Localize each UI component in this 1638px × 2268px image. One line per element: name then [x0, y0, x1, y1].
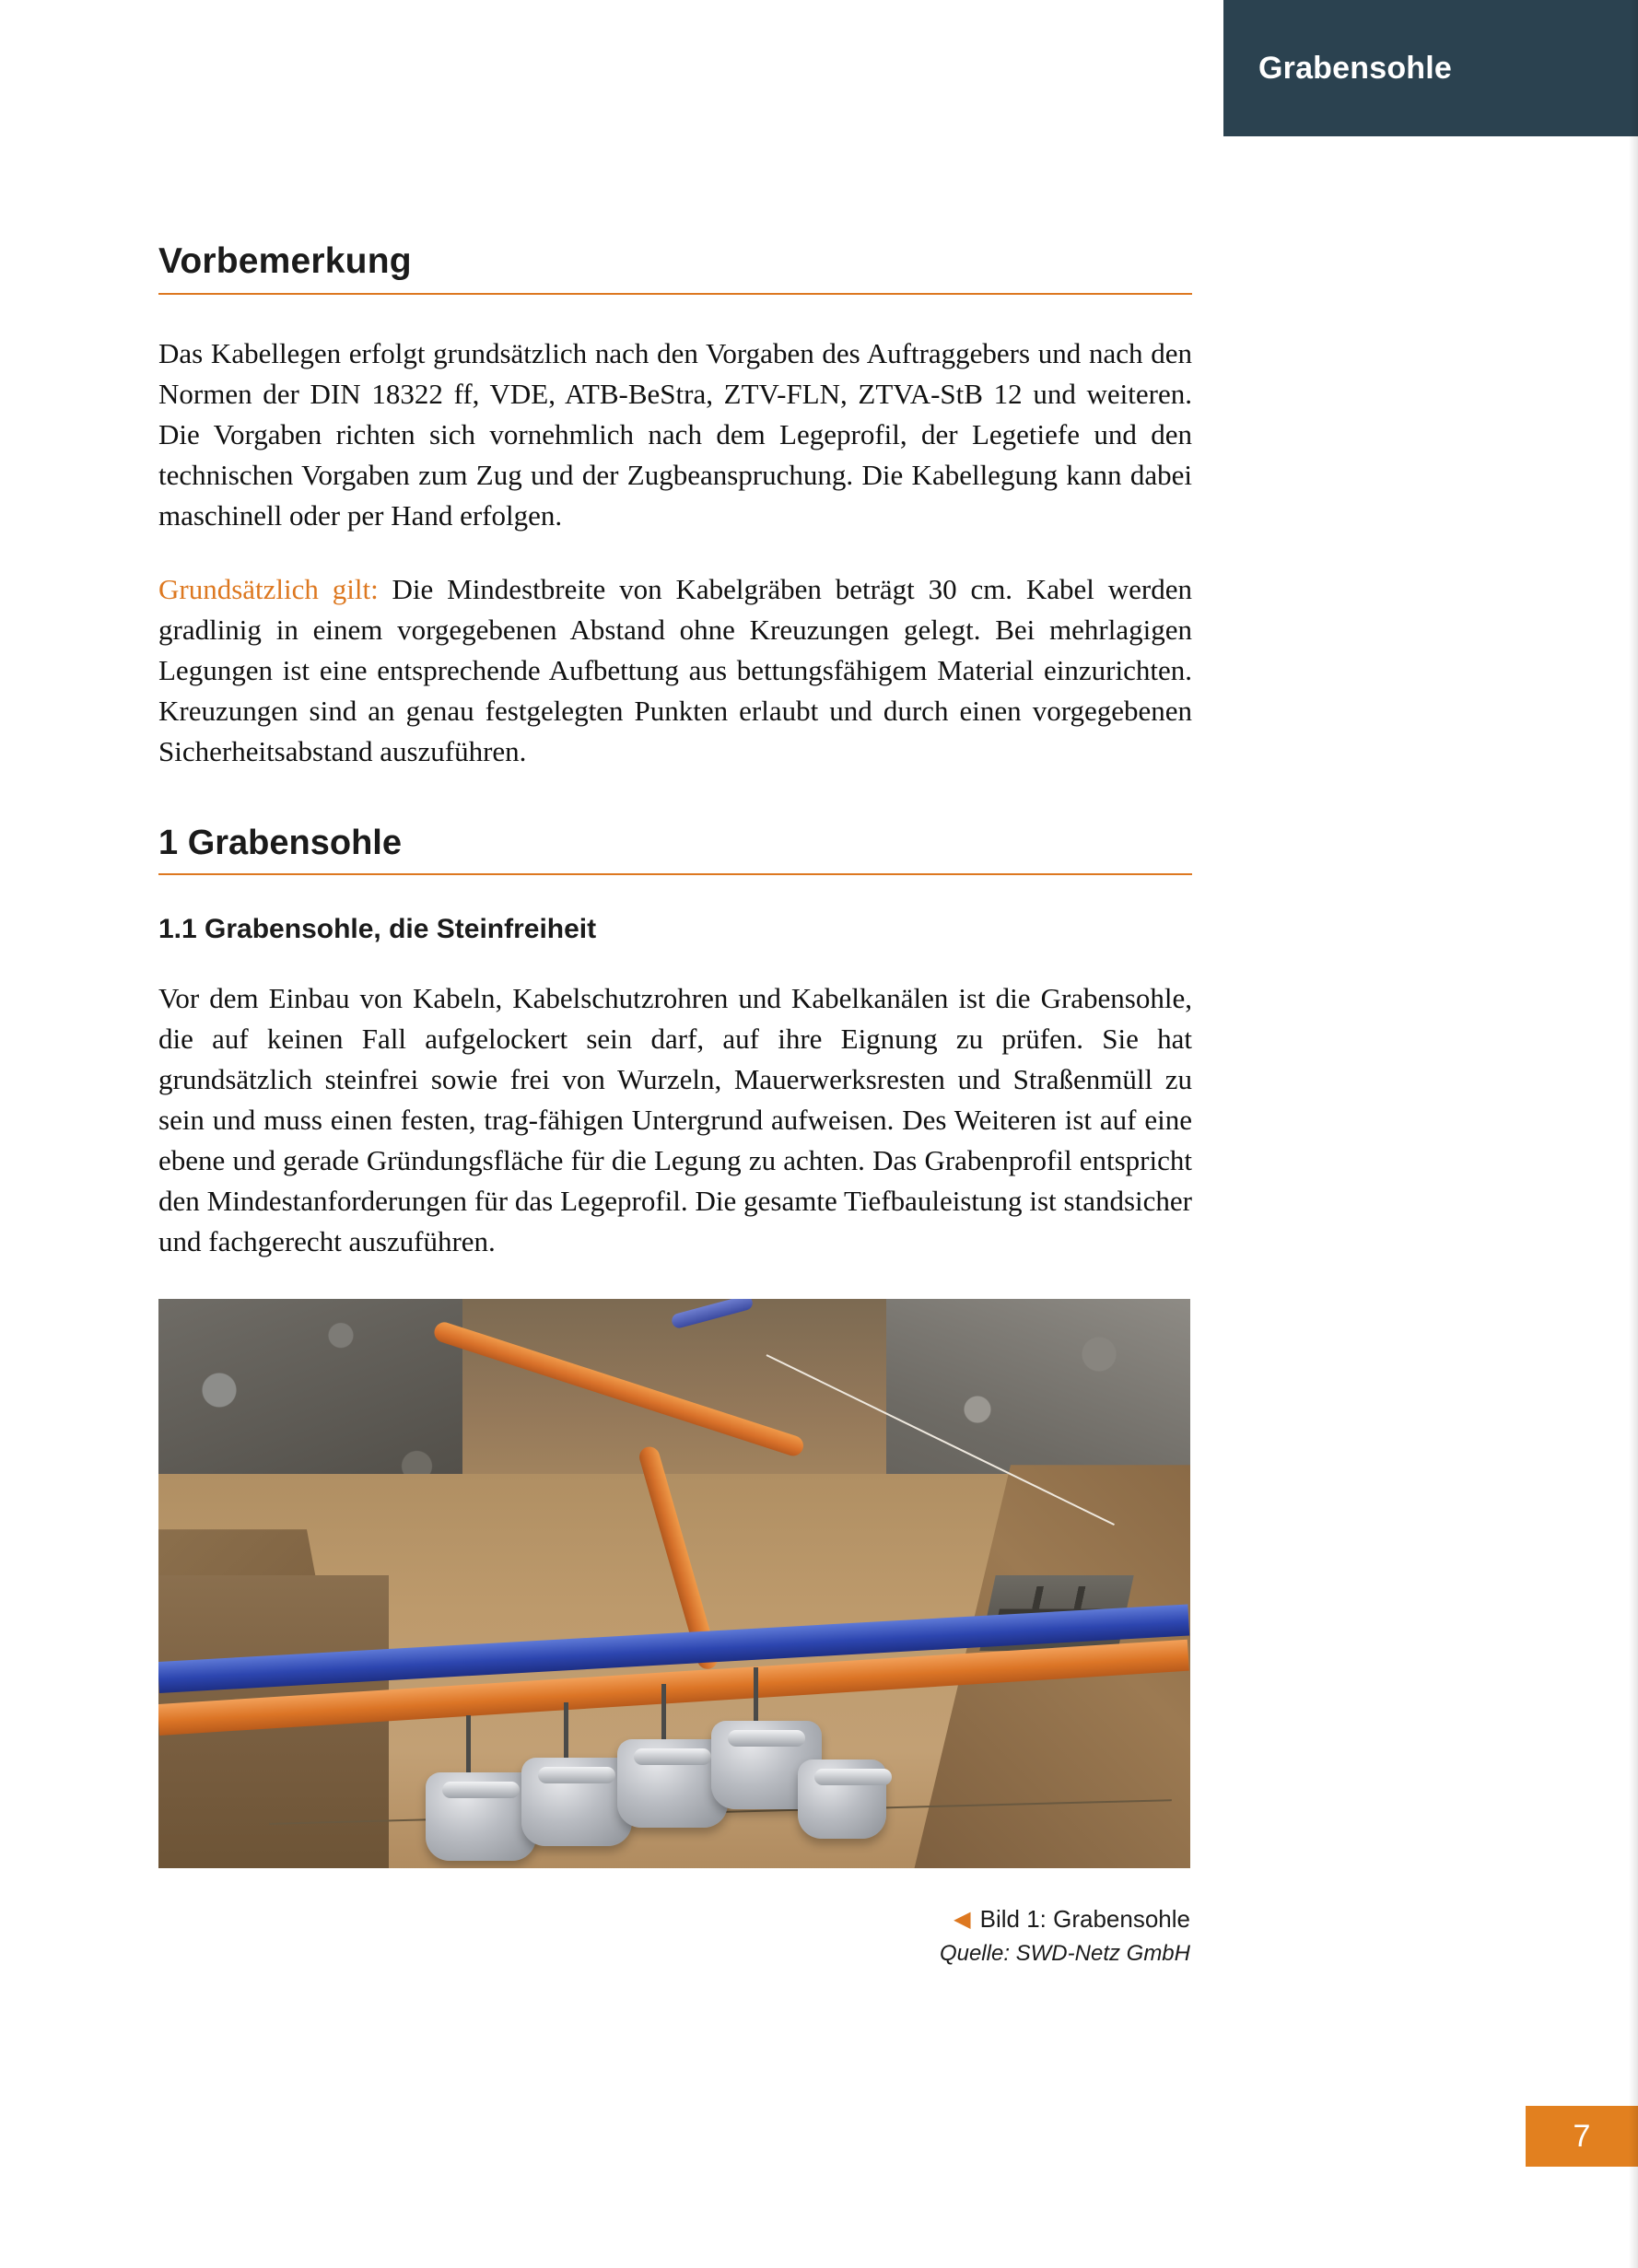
caption-arrow-icon: ◀ — [954, 1906, 971, 1932]
figure-caption-block — [748, 1905, 1190, 1967]
preface-paragraph-2-text: Die Mindestbreite von Kabelgräben beträgt 30 cm. Kabel werden gradlinig in einem vorgegebenen Abstand ohne Kreuzungen gelegt. Bei mehrlagigen Legungen ist eine entsprechende Aufbettung aus bettungsfähigem Material einzurichten. Kreuzungen sind an genau festgelegten Punkten erlaubt und durch einen vorgegebenen Sicherheitsabstand auszuführen. — [158, 573, 1192, 768]
figure-valve — [798, 1759, 886, 1839]
page-header-tab — [1223, 0, 1638, 136]
figure-valve-rod — [564, 1702, 568, 1763]
figure-valve — [426, 1772, 536, 1861]
figure-valve-rod — [661, 1684, 666, 1745]
subsection-title-steinfreiheit: 1.1 Grabensohle, die Steinfreiheit — [158, 914, 597, 945]
chapter-1-paragraph-1: Vor dem Einbau von Kabeln, Kabelschutzrohren und Kabelkanälen ist die Grabensohle, die auf keinen Fall aufgelockert sein darf, auf ihre Eignung zu prüfen. Sie hat grundsätzlich steinfrei sowie frei von Wurzeln, Mauerwerksresten und Straßenmüll zu sein und muss einen festen, trag-fähigen Untergrund aufweisen. Des Weiteren ist auf eine ebene und gerade Gründungsfläche für die Legung zu achten. Das Grabenprofil entspricht den Mindestanforderungen für das Legeprofil. Die gesamte Tiefbauleistung ist standsicher und fachgerecht auszuführen. — [158, 982, 1192, 1258]
figure-caption-text: Bild 1: Grabensohle — [979, 1905, 1190, 1934]
section-title-vorbemerkung: Vorbemerkung — [158, 241, 1192, 295]
chapter-title-grabensohle: 1 Grabensohle — [158, 824, 1192, 875]
figure-image-grabensohle — [158, 1299, 1190, 1868]
page-content — [158, 241, 1192, 1967]
page-edge-shadow — [1629, 0, 1638, 2268]
figure-valve-group — [426, 1715, 960, 1863]
page-number-badge — [1526, 2106, 1638, 2167]
figure-valve-rod — [754, 1667, 758, 1724]
figure-caption-line — [748, 1905, 1190, 1934]
header-title: Grabensohle — [1258, 50, 1453, 86]
page-number: 7 — [1573, 2118, 1591, 2154]
figure-block — [158, 1299, 1190, 1967]
figure-valve-rod — [466, 1715, 471, 1780]
figure-valve — [521, 1758, 632, 1846]
figure-source-text: Quelle: SWD-Netz GmbH — [939, 1941, 1190, 1967]
preface-paragraph-2 — [158, 569, 1192, 772]
preface-paragraph-1: Das Kabellegen erfolgt grundsätzlich nach den Vorgaben des Auftraggebers und nach den Normen der DIN 18322 ff, VDE, ATB-BeStra, ZTV-FLN, ZTVA-StB 12 und weiteren. Die Vorgaben richten sich vornehmlich nach dem Legeprofil, der Legetiefe und den technischen Vorgaben zum Zug und der Zugbeanspruchung. Die Kabellegung kann dabei maschinell oder per Hand erfolgen. — [158, 337, 1192, 532]
preface-lead-in: Grundsätzlich gilt: — [158, 573, 379, 606]
